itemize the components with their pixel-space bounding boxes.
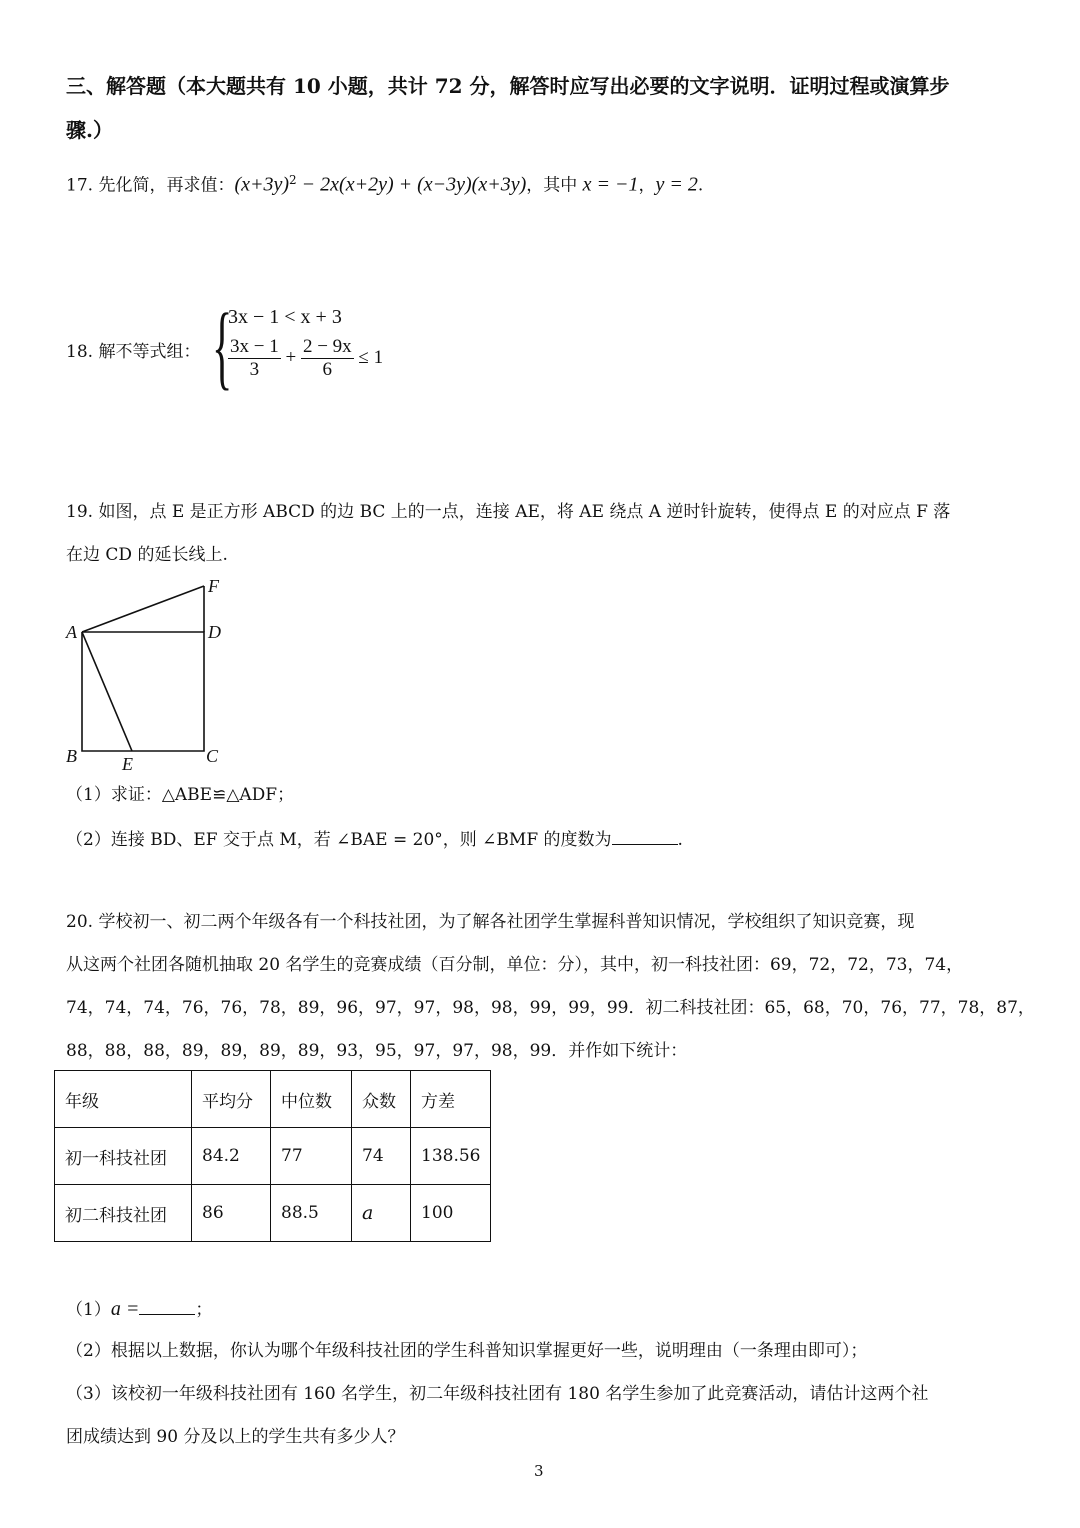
q18-fraction-2-num: 2 − 9x	[302, 336, 352, 357]
q18-fraction-1	[228, 336, 281, 381]
q20-line-2: 从这两个社团各随机抽取 20 名学生的竞赛成绩（百分制，单位：分），其中，初一科技社团：69，72，72，73，74，	[66, 955, 964, 975]
q17-condition-x: x = −1	[582, 173, 639, 196]
q18-brace: {	[212, 295, 233, 399]
q18-fraction-2	[301, 336, 354, 381]
segment-af	[82, 586, 204, 632]
page-number: 3	[534, 1462, 544, 1480]
q17-exponent: 2	[289, 173, 297, 187]
q18-inequality-1: 3x − 1 < x + 3	[228, 306, 342, 328]
q17-condition-y: y = 2	[655, 173, 698, 196]
q19-part-2	[66, 826, 683, 852]
q17-condition-end: .	[697, 175, 704, 196]
table-header-cell: 众数	[352, 1071, 411, 1128]
label-b: B	[66, 746, 77, 766]
q17-expr-part1: (x+3y)	[234, 173, 290, 196]
table-cell: 初二科技社团	[55, 1185, 192, 1242]
square-abcd	[82, 632, 204, 751]
q20-line-1: 20. 学校初一、初二两个年级各有一个科技社团，为了解各社团学生掌握科普知识情况，学校组织了知识竞赛，现	[66, 912, 915, 932]
q18-prefix: 18. 解不等式组：	[66, 342, 201, 362]
q18-fraction-1-num: 3x − 1	[230, 336, 279, 357]
table-cell-variable-a: a	[352, 1185, 411, 1242]
table-cell: 100	[411, 1185, 491, 1242]
q19-answer-blank[interactable]	[612, 826, 678, 845]
section-heading-continued: 骤.）	[66, 118, 113, 142]
q17-expr-part2: − 2x(x+2y) + (x−3y)(x+3y)	[296, 173, 527, 196]
question-17	[66, 168, 703, 198]
table-cell: 77	[271, 1128, 352, 1185]
segment-ae	[82, 632, 132, 751]
q20-line-4: 88，88，88，89，89，89，89，93，95，97，97，98，99．并作如下统计：	[66, 1041, 688, 1061]
table-header-row	[55, 1071, 491, 1128]
q19-line-1: 19. 如图，点 E 是正方形 ABCD 的边 BC 上的一点，连接 AE，将 AE 绕点 A 逆时针旋转，使得点 E 的对应点 F 落	[66, 502, 951, 522]
q20-sub-3-line-2: 团成绩达到 90 分及以上的学生共有多少人？	[66, 1427, 405, 1447]
q20-sub-1-variable: a =	[110, 1298, 140, 1320]
label-e: E	[122, 754, 133, 774]
label-f: F	[208, 576, 219, 596]
table-header-cell: 年级	[55, 1071, 192, 1128]
q17-prefix: 17. 先化简，再求值：	[66, 175, 235, 196]
q20-line-3: 74，74，74，76，76，78，89，96，97，97，98，98，99，99，99．初二科技社团：65，68，70，76，77，78，87，	[66, 998, 1035, 1018]
section-heading: 三、解答题（本大题共有 10 小题，共计 72 分，解答时应写出必要的文字说明．证明过程或演算步	[66, 74, 950, 98]
q18-fraction-2-den: 6	[322, 359, 333, 380]
q20-sub-2: （2）根据以上数据，你认为哪个年级科技社团的学生科普知识掌握更好一些，说明理由（一条理由即可）；	[66, 1341, 868, 1361]
q20-statistics-table	[54, 1070, 491, 1242]
table-header-cell: 平均分	[192, 1071, 271, 1128]
table-cell: 84.2	[192, 1128, 271, 1185]
table-cell: 86	[192, 1185, 271, 1242]
q18-fraction-1-den: 3	[249, 359, 260, 380]
q19-part-1: （1）求证：△ABE≌△ADF；	[66, 785, 295, 805]
q20-answer-blank[interactable]	[139, 1296, 195, 1315]
q20-sub-1	[66, 1296, 212, 1322]
table-row	[55, 1128, 491, 1185]
table-cell: 74	[352, 1128, 411, 1185]
q17-condition-sep: ，	[638, 175, 656, 196]
label-a: A	[66, 622, 77, 642]
q19-part-2-text: （2）连接 BD、EF 交于点 M，若 ∠BAE = 20°，则 ∠BMF 的度数为	[66, 830, 612, 850]
q19-part-2-end: .	[677, 830, 683, 850]
table-header-cell: 方差	[411, 1071, 491, 1128]
q17-condition-prefix: ，其中	[526, 175, 583, 196]
table-row	[55, 1185, 491, 1242]
label-d: D	[208, 622, 221, 642]
label-c: C	[206, 746, 219, 766]
q20-sub-1-end: ；	[195, 1300, 213, 1320]
q18-plus: +	[285, 346, 297, 368]
q18-inequality-2	[228, 336, 383, 381]
q19-line-2: 在边 CD 的延长线上.	[66, 545, 228, 565]
q20-sub-3-line-1: （3）该校初一年级科技社团有 160 名学生，初二年级科技社团有 180 名学生参加了此竞赛活动，请估计这两个社	[66, 1384, 929, 1404]
table-cell: 138.56	[411, 1128, 491, 1185]
q20-sub-1-prefix: （1）	[66, 1300, 111, 1320]
q19-geometry-figure	[60, 570, 240, 780]
q18-rhs: ≤ 1	[358, 346, 384, 368]
table-cell: 88.5	[271, 1185, 352, 1242]
table-header-cell: 中位数	[271, 1071, 352, 1128]
table-cell: 初一科技社团	[55, 1128, 192, 1185]
